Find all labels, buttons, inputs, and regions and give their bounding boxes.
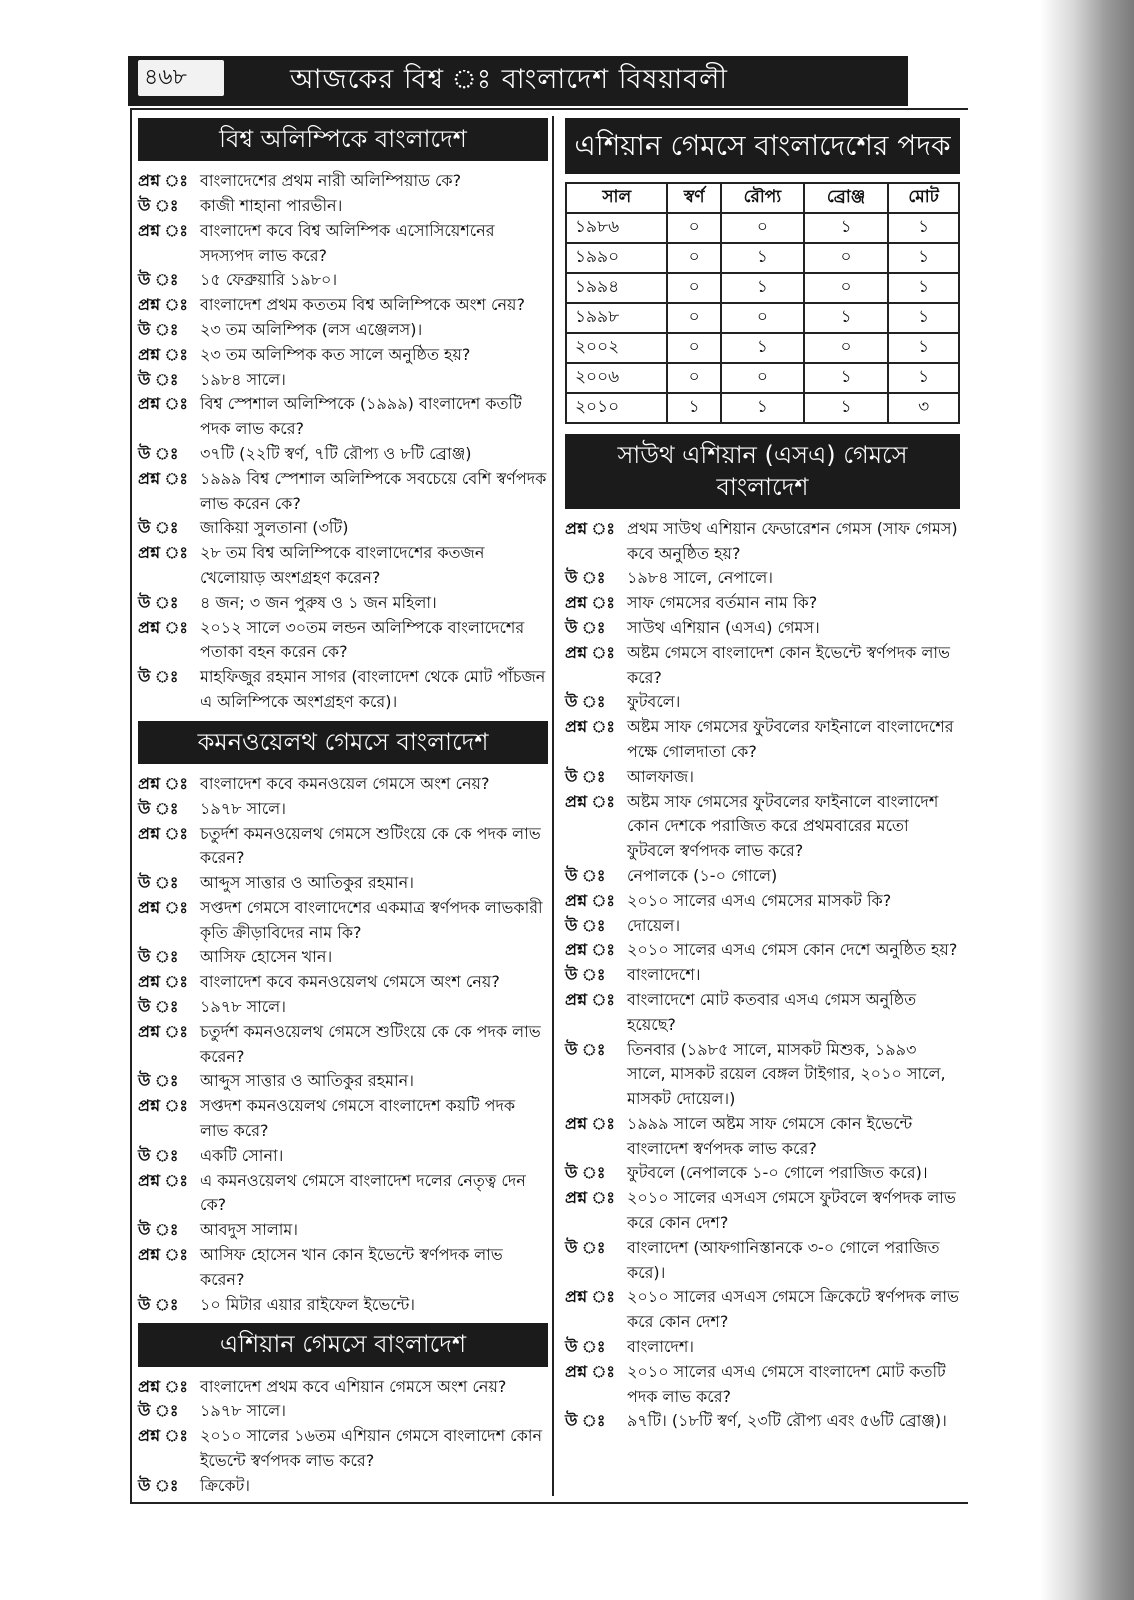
medal-table-heading: এশিয়ান গেমসে বাংলাদেশের পদক	[565, 118, 960, 174]
qa-tag: উ ঃ	[138, 518, 179, 538]
question-row	[138, 1424, 548, 1474]
qa-tag: উ ঃ	[138, 1071, 179, 1091]
qa-tag: উ ঃ	[565, 865, 606, 885]
qa-tag: উ ঃ	[565, 1411, 606, 1431]
qa-text: বাংলাদেশ প্রথম কবে এশিয়ান গেমসে অংশ নেয়?	[200, 1376, 507, 1396]
table-cell: ১৯৮৬	[566, 213, 667, 243]
question-row	[138, 169, 548, 194]
qa-tag: উ ঃ	[138, 947, 179, 967]
qa-tag: প্রশ্ন ঃ	[565, 1287, 615, 1307]
table-cell: ১	[888, 303, 959, 333]
qa-text: সাফ গেমসের বর্তমান নাম কি?	[627, 593, 818, 613]
qa-tag: প্রশ্ন ঃ	[138, 1376, 188, 1396]
answer-row	[138, 442, 548, 467]
qa-text: ২০১০ সালের এসএ গেমসের মাসকট কি?	[627, 890, 892, 910]
question-row	[565, 1112, 960, 1162]
medal-column-header: মোট	[888, 183, 959, 213]
question-row	[138, 392, 548, 442]
answer-row	[138, 665, 548, 715]
qa-tag: প্রশ্ন ঃ	[138, 295, 188, 315]
table-row	[566, 243, 959, 273]
qa-tag: প্রশ্ন ঃ	[138, 543, 188, 563]
table-cell: ০	[667, 273, 720, 303]
table-cell: ১	[888, 243, 959, 273]
qa-text: ১৫ ফেব্রুয়ারি ১৯৮০।	[200, 270, 338, 290]
table-cell: ১৯৯০	[566, 243, 667, 273]
qa-tag: প্রশ্ন ঃ	[565, 1113, 615, 1133]
qa-tag: উ ঃ	[138, 1145, 179, 1165]
question-row	[138, 1375, 548, 1400]
qa-tag: প্রশ্ন ঃ	[565, 989, 615, 1009]
answer-row	[565, 963, 960, 988]
question-row	[565, 1360, 960, 1410]
table-cell: ২০০২	[566, 333, 667, 363]
answer-row	[565, 1038, 960, 1112]
qa-tag: প্রশ্ন ঃ	[138, 220, 188, 240]
qa-text: তিনবার (১৯৮৫ সালে, মাসকট মিশুক, ১৯৯৩ সালে, মাসকট রয়েল বেঙ্গল টাইগার, ২০১০ সালে, মাসকট দোয়েল।)	[627, 1039, 946, 1109]
table-cell: ১	[804, 363, 888, 393]
qa-tag: প্রশ্ন ঃ	[138, 972, 188, 992]
qa-tag: উ ঃ	[565, 568, 606, 588]
table-cell: ৩	[888, 393, 959, 423]
qa-text: ১৯৭৮ সালে।	[200, 798, 286, 818]
qa-text: ফুটবলে।	[627, 692, 681, 712]
answer-row	[138, 871, 548, 896]
qa-tag: প্রশ্ন ঃ	[138, 897, 188, 917]
qa-text: ২০১০ সালের এসএ গেমস কোন দেশে অনুষ্ঠিত হয়?	[627, 940, 958, 960]
table-cell: ০	[667, 363, 720, 393]
table-cell: ১	[721, 393, 804, 423]
qa-text: বাংলাদেশ প্রথম কততম বিশ্ব অলিম্পিকে অংশ নেয়?	[200, 295, 525, 315]
qa-tag: প্রশ্ন ঃ	[138, 617, 188, 637]
qa-tag: উ ঃ	[565, 1237, 606, 1257]
question-row	[565, 517, 960, 567]
question-row	[565, 790, 960, 864]
qa-tag: প্রশ্ন ঃ	[565, 890, 615, 910]
qa-tag: প্রশ্ন ঃ	[565, 1361, 615, 1381]
answer-row	[138, 1218, 548, 1243]
section-heading: সাউথ এশিয়ান (এসএ) গেমসে বাংলাদেশ	[565, 434, 960, 508]
qa-tag: প্রশ্ন ঃ	[565, 593, 615, 613]
qa-text: ১৯৭৮ সালে।	[200, 997, 286, 1017]
qa-tag: উ ঃ	[138, 667, 179, 687]
answer-row	[565, 1161, 960, 1186]
page-number: ৪৬৮	[138, 60, 224, 96]
medal-column-header: রৌপ্য	[721, 183, 804, 213]
table-cell: ১	[888, 213, 959, 243]
qa-text: নেপালকে (১-০ গোলে)	[627, 865, 778, 885]
question-row	[138, 1169, 548, 1219]
qa-tag: প্রশ্ন ঃ	[138, 344, 188, 364]
table-cell: ২০০৬	[566, 363, 667, 393]
answer-row	[138, 1399, 548, 1424]
qa-text: বাংলাদেশ কবে কমনওয়েল গেমসে অংশ নেয়?	[200, 773, 490, 793]
qa-tag: উ ঃ	[138, 270, 179, 290]
qa-tag: প্রশ্ন ঃ	[138, 1096, 188, 1116]
qa-tag: প্রশ্ন ঃ	[565, 940, 615, 960]
qa-tag: উ ঃ	[565, 915, 606, 935]
qa-tag: প্রশ্ন ঃ	[138, 394, 188, 414]
medal-table-header-row	[566, 183, 959, 213]
qa-tag: উ ঃ	[138, 1220, 179, 1240]
page-title: আজকের বিশ্ব ঃ বাংলাদেশ বিষয়াবলী	[290, 64, 728, 95]
question-row	[138, 1020, 548, 1070]
answer-row	[138, 797, 548, 822]
question-row	[138, 343, 548, 368]
table-cell: ০	[804, 333, 888, 363]
qa-text: ১৯৮৪ সালে, নেপালে।	[627, 568, 773, 588]
table-cell: ০	[667, 243, 720, 273]
question-row	[565, 1285, 960, 1335]
qa-text: ১৯৭৮ সালে।	[200, 1401, 286, 1421]
table-cell: ০	[804, 243, 888, 273]
qa-text: ২৮ তম বিশ্ব অলিম্পিকে বাংলাদেশের কতজন খেলোয়াড় অংশগ্রহণ করেন?	[200, 543, 485, 587]
qa-tag: উ ঃ	[565, 1163, 606, 1183]
answer-row	[138, 1069, 548, 1094]
answer-row	[138, 591, 548, 616]
question-row	[138, 1094, 548, 1144]
qa-text: কাজী শাহানা পারভীন।	[200, 195, 343, 215]
table-row	[566, 213, 959, 243]
answer-row	[138, 1474, 548, 1499]
qa-text: এ কমনওয়েলথ গেমসে বাংলাদেশ দলের নেতৃত্ব দেন কে?	[200, 1170, 526, 1215]
qa-tag: প্রশ্ন ঃ	[565, 717, 615, 737]
answer-row	[138, 194, 548, 219]
table-cell: ১	[721, 333, 804, 363]
qa-tag: প্রশ্ন ঃ	[138, 1021, 188, 1041]
section-heading: কমনওয়েলথ গেমসে বাংলাদেশ	[138, 721, 548, 764]
qa-tag: প্রশ্ন ঃ	[138, 1426, 188, 1446]
qa-text: ২০১২ সালে ৩০তম লন্ডন অলিম্পিকে বাংলাদেশের পতাকা বহন করেন কে?	[200, 617, 525, 662]
table-cell: ১	[721, 243, 804, 273]
question-row	[565, 988, 960, 1038]
answer-row	[565, 1409, 960, 1434]
table-row	[566, 363, 959, 393]
qa-text: ১৯৮৪ সালে।	[200, 369, 286, 389]
qa-text: বাংলাদেশ কবে বিশ্ব অলিম্পিক এসোসিয়েশনের সদস্যপদ লাভ করে?	[200, 220, 495, 265]
table-row	[566, 333, 959, 363]
answer-row	[565, 914, 960, 939]
answer-row	[138, 268, 548, 293]
qa-text: অষ্টম সাফ গেমসের ফুটবলের ফাইনালে বাংলাদেশ কোন দেশকে পরাজিত করে প্রথমবারের মতো ফুটবলে স্বর্ণপদক লাভ করে?	[627, 791, 939, 861]
qa-tag: প্রশ্ন ঃ	[138, 823, 188, 843]
answer-row	[138, 1144, 548, 1169]
question-row	[138, 616, 548, 666]
qa-text: ১৯৯৯ বিশ্ব স্পেশাল অলিম্পিকে সবচেয়ে বেশি স্বর্ণপদক লাভ করেন কে?	[200, 468, 547, 513]
answer-row	[138, 1293, 548, 1318]
answer-row	[565, 690, 960, 715]
qa-tag: উ ঃ	[565, 1039, 606, 1059]
table-cell: ১	[667, 393, 720, 423]
table-cell: ১	[804, 303, 888, 333]
answer-row	[565, 765, 960, 790]
table-cell: ১	[888, 333, 959, 363]
table-cell: ০	[667, 213, 720, 243]
right-column	[565, 112, 960, 1434]
answer-row	[138, 516, 548, 541]
table-cell: ২০১০	[566, 393, 667, 423]
answer-row	[138, 995, 548, 1020]
question-row	[138, 822, 548, 872]
qa-tag: উ ঃ	[138, 443, 179, 463]
answer-row	[565, 566, 960, 591]
question-row	[138, 896, 548, 946]
page-edge-shadow	[1040, 0, 1134, 1600]
medal-column-header: ব্রোঞ্জ	[804, 183, 888, 213]
table-cell: ১	[804, 213, 888, 243]
qa-text: ১০ মিটার এয়ার রাইফেল ইভেন্টে।	[200, 1294, 416, 1314]
answer-row	[565, 1236, 960, 1286]
qa-tag: প্রশ্ন ঃ	[565, 642, 615, 662]
question-row	[138, 970, 548, 995]
table-row	[566, 273, 959, 303]
qa-text: দোয়েল।	[627, 915, 681, 935]
qa-tag: উ ঃ	[565, 766, 606, 786]
qa-tag: উ ঃ	[565, 692, 606, 712]
table-cell: ১৯৯৮	[566, 303, 667, 333]
table-cell: ০	[721, 213, 804, 243]
table-cell: ১৯৯৪	[566, 273, 667, 303]
qa-text: অষ্টম গেমসে বাংলাদেশ কোন ইভেন্টে স্বর্ণপদক লাভ করে?	[627, 642, 950, 687]
qa-tag: প্রশ্ন ঃ	[138, 1170, 188, 1190]
qa-text: ২০১০ সালের এসএস গেমসে ফুটবলে স্বর্ণপদক লাভ করে কোন দেশ?	[627, 1188, 956, 1233]
table-cell: ০	[804, 273, 888, 303]
qa-text: ২৩ তম অলিম্পিক (লস এঞ্জেলস)।	[200, 319, 423, 339]
qa-tag: প্রশ্ন ঃ	[565, 518, 615, 538]
qa-text: বাংলাদেশ কবে কমনওয়েলথ গেমসে অংশ নেয়?	[200, 972, 500, 992]
qa-text: অষ্টম সাফ গেমসের ফুটবলের ফাইনালে বাংলাদেশের পক্ষে গোলদাতা কে?	[627, 717, 954, 761]
qa-tag: উ ঃ	[138, 997, 179, 1017]
qa-text: আব্দুস সাত্তার ও আতিকুর রহমান।	[200, 1071, 414, 1091]
qa-text: সপ্তদশ গেমসে বাংলাদেশের একমাত্র স্বর্ণপদক লাভকারী কৃতি ক্রীড়াবিদের নাম কি?	[200, 897, 543, 942]
question-row	[565, 889, 960, 914]
question-row	[565, 715, 960, 765]
answer-row	[138, 368, 548, 393]
table-cell: ০	[667, 303, 720, 333]
question-row	[138, 293, 548, 318]
qa-text: বাংলাদেশে মোট কতবার এসএ গেমস অনুষ্ঠিত হয়েছে?	[627, 989, 917, 1034]
qa-text: বিশ্ব স্পেশাল অলিম্পিকে (১৯৯৯) বাংলাদেশ কতটি পদক লাভ করে?	[200, 394, 522, 439]
qa-tag: উ ঃ	[565, 617, 606, 637]
qa-text: ৪ জন; ৩ জন পুরুষ ও ১ জন মহিলা।	[200, 592, 437, 612]
qa-tag: উ ঃ	[138, 195, 179, 215]
qa-text: মাহফিজুর রহমান সাগর (বাংলাদেশ থেকে মোট পাঁচজন এ অলিম্পিকে অংশগ্রহণ করে)।	[200, 667, 546, 711]
qa-text: ২০১০ সালের এসএ গেমসে বাংলাদেশ মোট কতটি পদক লাভ করে?	[627, 1361, 946, 1406]
qa-tag: উ ঃ	[565, 965, 606, 985]
qa-tag: উ ঃ	[138, 873, 179, 893]
question-row	[138, 541, 548, 591]
medal-table	[565, 182, 960, 424]
qa-text: ক্রিকেট।	[200, 1475, 251, 1495]
qa-text: চতুর্দশ কমনওয়েলথ গেমসে শুটিংয়ে কে কে পদক লাভ করেন?	[200, 823, 541, 868]
table-row	[566, 393, 959, 423]
qa-tag: উ ঃ	[138, 1401, 179, 1421]
medal-column-header: স্বর্ণ	[667, 183, 720, 213]
question-row	[565, 591, 960, 616]
table-cell: ০	[721, 363, 804, 393]
question-row	[565, 1186, 960, 1236]
qa-text: একটি সোনা।	[200, 1145, 284, 1165]
answer-row	[138, 945, 548, 970]
qa-text: ২৩ তম অলিম্পিক কত সালে অনুষ্ঠিত হয়?	[200, 344, 471, 364]
qa-text: চতুর্দশ কমনওয়েলথ গেমসে শুটিংয়ে কে কে পদক লাভ করেন?	[200, 1021, 541, 1066]
qa-text: ১৯৯৯ সালে অষ্টম সাফ গেমসে কোন ইভেন্টে বাংলাদেশ স্বর্ণপদক লাভ করে?	[627, 1113, 913, 1158]
question-row	[138, 467, 548, 517]
qa-tag: উ ঃ	[138, 798, 179, 818]
table-cell: ০	[721, 303, 804, 333]
qa-text: ২০১০ সালের ১৬তম এশিয়ান গেমসে বাংলাদেশ কোন ইভেন্টে স্বর্ণপদক লাভ করে?	[200, 1426, 543, 1471]
table-cell: ১	[888, 273, 959, 303]
question-row	[138, 219, 548, 269]
qa-text: সপ্তদশ কমনওয়েলথ গেমসে বাংলাদেশ কয়টি পদক লাভ করে?	[200, 1096, 516, 1141]
column-divider	[552, 116, 554, 1496]
question-row	[138, 772, 548, 797]
qa-tag: উ ঃ	[565, 1337, 606, 1357]
qa-text: বাংলাদেশ (আফগানিস্তানকে ৩-০ গোলে পরাজিত করে)।	[627, 1237, 940, 1282]
qa-tag: প্রশ্ন ঃ	[138, 468, 188, 488]
qa-text: সাউথ এশিয়ান (এসএ) গেমস।	[627, 617, 820, 637]
qa-tag: উ ঃ	[138, 592, 179, 612]
question-row	[565, 938, 960, 963]
table-cell: ১	[804, 393, 888, 423]
answer-row	[565, 1335, 960, 1360]
qa-tag: প্রশ্ন ঃ	[138, 171, 188, 191]
qa-tag: প্রশ্ন ঃ	[565, 791, 615, 811]
qa-text: আবদুস সালাম।	[200, 1220, 299, 1240]
qa-tag: উ ঃ	[138, 1294, 179, 1314]
qa-text: ৩৭টি (২২টি স্বর্ণ, ৭টি রৌপ্য ও ৮টি ব্রোঞ্জ)	[200, 443, 472, 463]
qa-tag: প্রশ্ন ঃ	[138, 1245, 188, 1265]
qa-text: ২০১০ সালের এসএস গেমসে ক্রিকেটে স্বর্ণপদক লাভ করে কোন দেশ?	[627, 1287, 959, 1332]
answer-row	[565, 864, 960, 889]
qa-text: আসিফ হোসেন খান কোন ইভেন্টে স্বর্ণপদক লাভ করেন?	[200, 1245, 503, 1289]
qa-tag: প্রশ্ন ঃ	[138, 773, 188, 793]
table-cell: ০	[667, 333, 720, 363]
qa-tag: উ ঃ	[138, 319, 179, 339]
qa-tag: প্রশ্ন ঃ	[565, 1188, 615, 1208]
qa-text: জাকিয়া সুলতানা (৩টি)	[200, 518, 349, 538]
section-heading: এশিয়ান গেমসে বাংলাদেশ	[138, 1323, 548, 1366]
answer-row	[138, 318, 548, 343]
left-column	[138, 112, 548, 1499]
qa-text: বাংলাদেশে।	[627, 965, 701, 985]
answer-row	[565, 616, 960, 641]
medal-column-header: সাল	[566, 183, 667, 213]
question-row	[565, 641, 960, 691]
qa-tag: উ ঃ	[138, 1475, 179, 1495]
qa-text: প্রথম সাউথ এশিয়ান ফেডারেশন গেমস (সাফ গেমস) কবে অনুষ্ঠিত হয়?	[627, 518, 958, 563]
question-row	[138, 1243, 548, 1293]
qa-text: বাংলাদেশের প্রথম নারী অলিম্পিয়াড কে?	[200, 171, 462, 191]
table-cell: ১	[721, 273, 804, 303]
qa-text: বাংলাদেশ।	[627, 1337, 695, 1357]
qa-tag: উ ঃ	[138, 369, 179, 389]
table-row	[566, 303, 959, 333]
table-cell: ১	[888, 363, 959, 393]
qa-text: ফুটবলে (নেপালকে ১-০ গোলে পরাজিত করে)।	[627, 1163, 928, 1183]
section-heading: বিশ্ব অলিম্পিকে বাংলাদেশ	[138, 118, 548, 161]
qa-text: আব্দুস সাত্তার ও আতিকুর রহমান।	[200, 873, 414, 893]
qa-text: আসিফ হোসেন খান।	[200, 947, 333, 967]
qa-text: ৯৭টি। (১৮টি স্বর্ণ, ২৩টি রৌপ্য এবং ৫৬টি ব্রোঞ্জ)।	[627, 1411, 947, 1431]
qa-text: আলফাজ।	[627, 766, 694, 786]
